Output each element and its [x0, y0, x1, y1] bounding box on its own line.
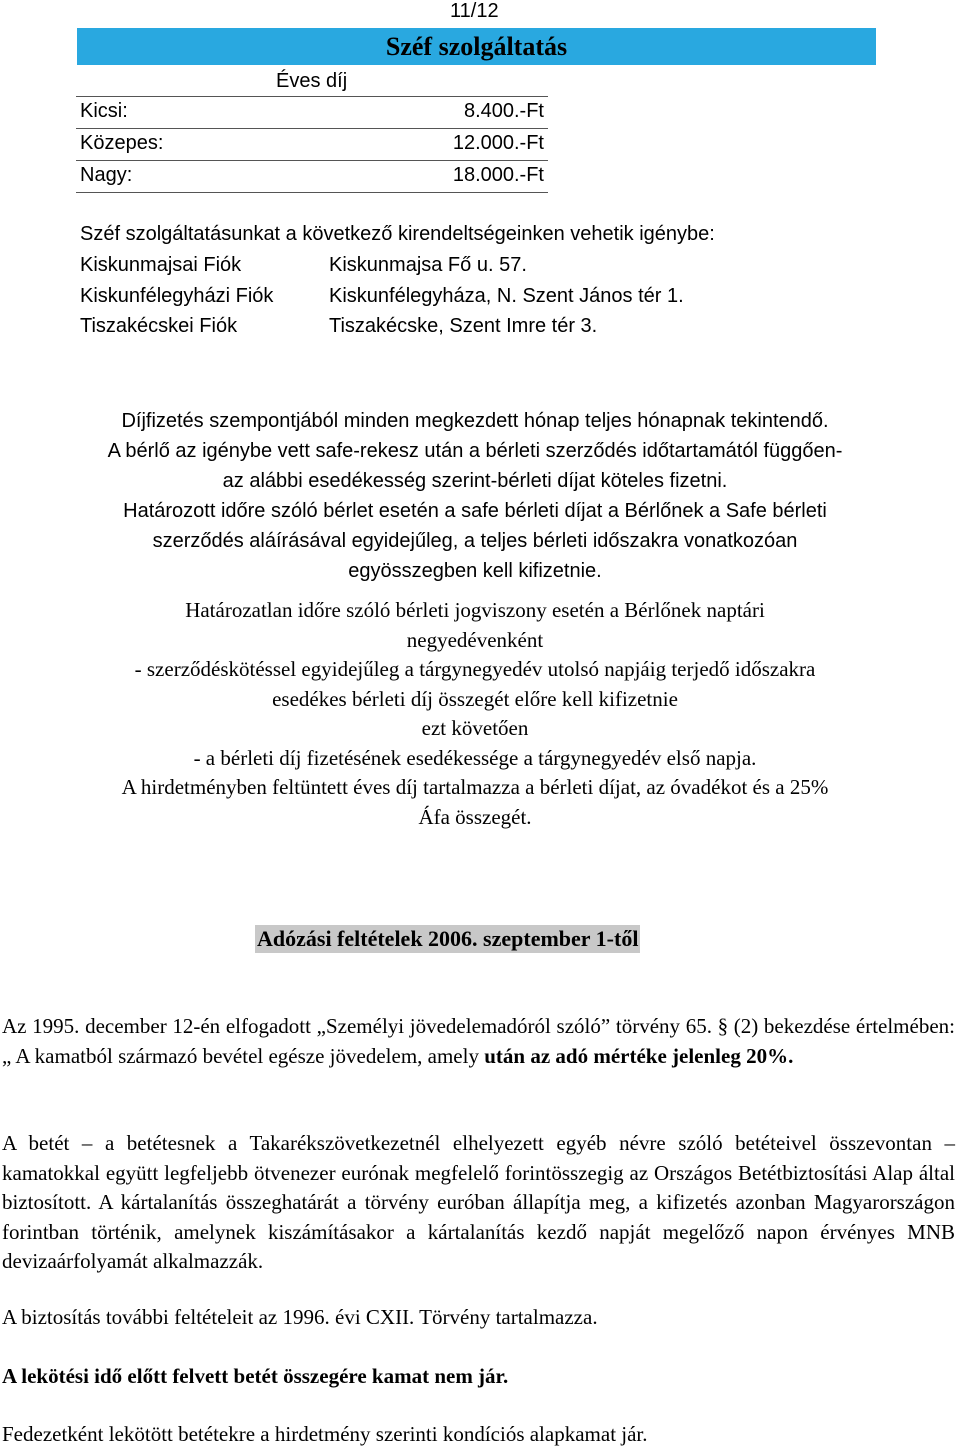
branch-name: Kiskunmajsai Fiók: [80, 254, 242, 276]
branch-address: Kiskunfélegyháza, N. Szent János tér 1.: [329, 285, 684, 307]
size-label: Nagy:: [80, 164, 133, 186]
term-line: esedékes bérleti díj összegét előre kell kifizetnie: [272, 686, 678, 711]
fee-value: 8.400.-Ft: [463, 100, 544, 122]
fee-value: 12.000.-Ft: [452, 132, 544, 154]
deposit-paragraph: [2, 1129, 955, 1277]
page-number: 11/12: [450, 0, 499, 22]
term-line: Díjfizetés szempontjából minden megkezdett hónap teljes hónapnak tekintendő.: [121, 410, 829, 432]
payment-terms: [60, 406, 890, 586]
branch-name: Kiskunfélegyházi Fiók: [80, 285, 274, 307]
term-line: negyedévenként: [406, 627, 544, 652]
tax-text: Az 1995. december 12-én elfogadott „Személyi jövedelemadóról szóló” törvény 65. § (2) bekezdése értelmében: „ A kamatból származó bevétel egésze jövedelem, amely: [2, 1014, 955, 1068]
term-line: ezt követően: [421, 716, 529, 740]
branch-address: Kiskunmajsa Fő u. 57.: [329, 254, 527, 276]
branches-intro: Széf szolgáltatásunkat a következő kirendeltségeinken vehetik igénybe:: [80, 223, 715, 245]
term-line: Áfa összegét.: [418, 804, 532, 829]
fixed-deposit-note: Fedezetként lekötött betétekre a hirdetmény szerinti kondíciós alapkamat jár.: [2, 1422, 648, 1446]
tax-heading: Adózási feltételek 2006. szeptember 1-től: [257, 926, 639, 951]
early-withdrawal-note: A lekötési idő előtt felvett betét összegére kamat nem jár.: [2, 1364, 509, 1388]
term-line: az alábbi esedékesség szerint-bérleti díjat köteles fizetni.: [222, 470, 728, 492]
term-line: Határozott időre szóló bérlet esetén a safe bérleti díjat a Bérlőnek a Safe bérleti: [123, 500, 827, 522]
term-line: Határozatlan időre szóló bérleti jogviszony esetén a Bérlőnek naptári: [185, 598, 765, 622]
tax-paragraph: [2, 1012, 955, 1071]
indefinite-rental-terms: [60, 596, 890, 832]
term-line: egyösszegben kell kifizetnie.: [348, 560, 602, 582]
term-line: - szerződéskötéssel egyidejűleg a tárgynegyedév utolsó napjáig terjedő időszakra: [134, 657, 816, 681]
insurance-text: A biztosítás további feltételeit az 1996. évi CXII. Törvény tartalmazza.: [2, 1305, 598, 1329]
price-row-large: [76, 160, 548, 193]
term-line: A bérlő az igénybe vett safe-rekesz után a bérleti szerződés időtartamától függően-: [107, 440, 843, 462]
branch-name: Tiszakécskei Fiók: [80, 315, 238, 337]
title-banner: [77, 28, 876, 65]
size-label: Kicsi:: [80, 100, 128, 122]
branch-address: Tiszakécske, Szent Imre tér 3.: [329, 315, 598, 337]
fee-value: 18.000.-Ft: [452, 164, 544, 186]
deposit-text: A betét – a betétesnek a Takarékszövetkezetnél elhelyezett egyéb névre szóló betéteivel összevontan – kamatokkal együtt legfeljebb ötvenezer eurónak megfelelő forintösszegig az Országos Betétbiztosítási Alap által biztosított. A kártalanítás összeghatárát a törvény euróban állapítja meg, a kifizetés azonban Magyarországon forintban történik, amelynek kiszámításakor a kártalanítás kezdő napját megelőző napon érvényes MNB devizaárfolyamát alkalmazzák.: [2, 1131, 955, 1273]
tax-rate-text: után az adó mértéke jelenleg 20%.: [484, 1043, 794, 1068]
price-table: [76, 96, 548, 193]
size-label: Közepes:: [80, 132, 164, 154]
price-row-small: [76, 96, 548, 128]
price-row-medium: [76, 128, 548, 160]
page-title: Széf szolgáltatás: [385, 32, 568, 61]
annual-fee-label: Éves díj: [276, 70, 348, 92]
term-line: - a bérleti díj fizetésének esedékessége a tárgynegyedév első napja.: [193, 745, 757, 770]
term-line: A hirdetményben feltüntett éves díj tartalmazza a bérleti díjat, az óvadékot és a 25%: [121, 775, 829, 799]
term-line: szerződés aláírásával egyidejűleg, a teljes bérleti időszakra vonatkozóan: [152, 530, 798, 552]
